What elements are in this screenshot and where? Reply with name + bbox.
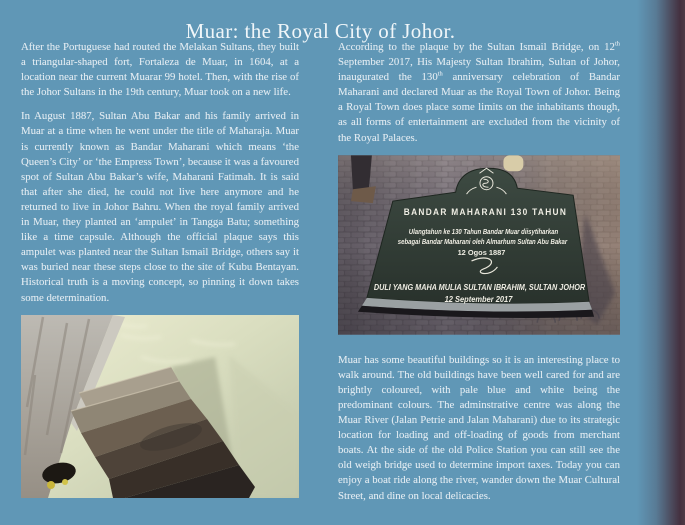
- page: [21, 0, 620, 513]
- bystander-foot: [503, 155, 523, 171]
- plaque-sub-line-2: sebagai Bandar Maharani oleh Almarhum Sultan Abu Bakar: [397, 238, 569, 246]
- right-paragraph-1-part2: September 2017, His Majesty Sultan Ibrahim, Sultan of Johor, inaugurated the 130: [338, 56, 620, 84]
- plaque-title-line: BANDAR MAHARANI 130 TAHUN: [403, 206, 568, 218]
- steps-photo: [21, 315, 299, 498]
- plaque-photo: [338, 155, 620, 335]
- plaque-sub-line-1: Ulangtahun ke 130 Tahun Bandar Muar diisytiharkan: [408, 228, 559, 236]
- right-paragraph-1-part3: anniversary celebration of Bandar Maharani and declared Muar as the Royal Town of Johor. Being a Royal Town does place some limits on the inhabitants though, as all forms of entertainment are excluded from the vicinity of the Royal Palaces.: [338, 71, 620, 144]
- right-paragraph-1-part1: According to the plaque by the Sultan Ismail Bridge, on 12: [338, 41, 615, 53]
- plaque-date-line-1: 12 Ogos 1887: [457, 247, 506, 257]
- right-paragraph-2: Muar has some beautiful buildings so it is an interesting place to walk around. The old buildings have been well cared for and are brightly coloured, with pale blue and white being the predominant colours. The adminstrative centre was along the Muar River (Jalan Petrie and Jalan Maharani) due to its strategic location for loading and off-loading of goods from merchant boats. At the side of the old Police Station you can still see the old weigh bridge used to determine import taxes. Today you can enjoy a boat ride along the river, wander down the Muar Cultural Street, and dine on local delicacies.: [338, 353, 620, 502]
- page-edge-shadow: [637, 0, 685, 525]
- left-paragraph-2: In August 1887, Sultan Abu Bakar and his family arrived in Muar at a time when he went under the title of Maharaja. Muar is currently known as Bandar Maharani which means ‘the Queen’s City’ or ‘the Empress Town’, because it was a favoured spot of Sultan Abu Bakar’s wife, Maharani Fatimah. It is said that after she died, he could not live here anymore and he returned to live in Johor Bahru. When the royal family arrived in Muar, they planted an ‘ampulet’ in Tangga Batu; something like a time capsule. Although the official plaque says this ampulet was planted near the Sultan Ismail Bridge, others say it was buried near these steps close to the site of Kubu Bentayan. Historical truth is a moving concept, so pinning it down takes some determination.: [21, 110, 299, 304]
- right-paragraph-1: [338, 40, 620, 146]
- left-paragraph-1: After the Portuguese had routed the Melakan Sultans, they built a triangular-shaped fort, Fortaleza de Muar, in 1604, at a location near the current Muarar 99 hotel. Then, with the rise of the Johor Sultans in the 19th century, Muar took on a new life.: [21, 41, 299, 99]
- content-columns: [21, 40, 620, 513]
- superscript-th-2: th: [437, 70, 443, 78]
- plaque-photo-illustration: [338, 155, 620, 335]
- plaque-date-line-2: 12 September 2017: [444, 294, 513, 304]
- right-column: [338, 40, 620, 513]
- superscript-th-1: th: [614, 40, 620, 48]
- left-column: [21, 40, 299, 513]
- page-title: Muar: the Royal City of Johor.: [185, 19, 456, 43]
- steps-photo-illustration: [21, 315, 299, 498]
- plaque-main-line: DULI YANG MAHA MULIA SULTAN IBRAHIM, SULTAN JOHOR: [373, 282, 586, 292]
